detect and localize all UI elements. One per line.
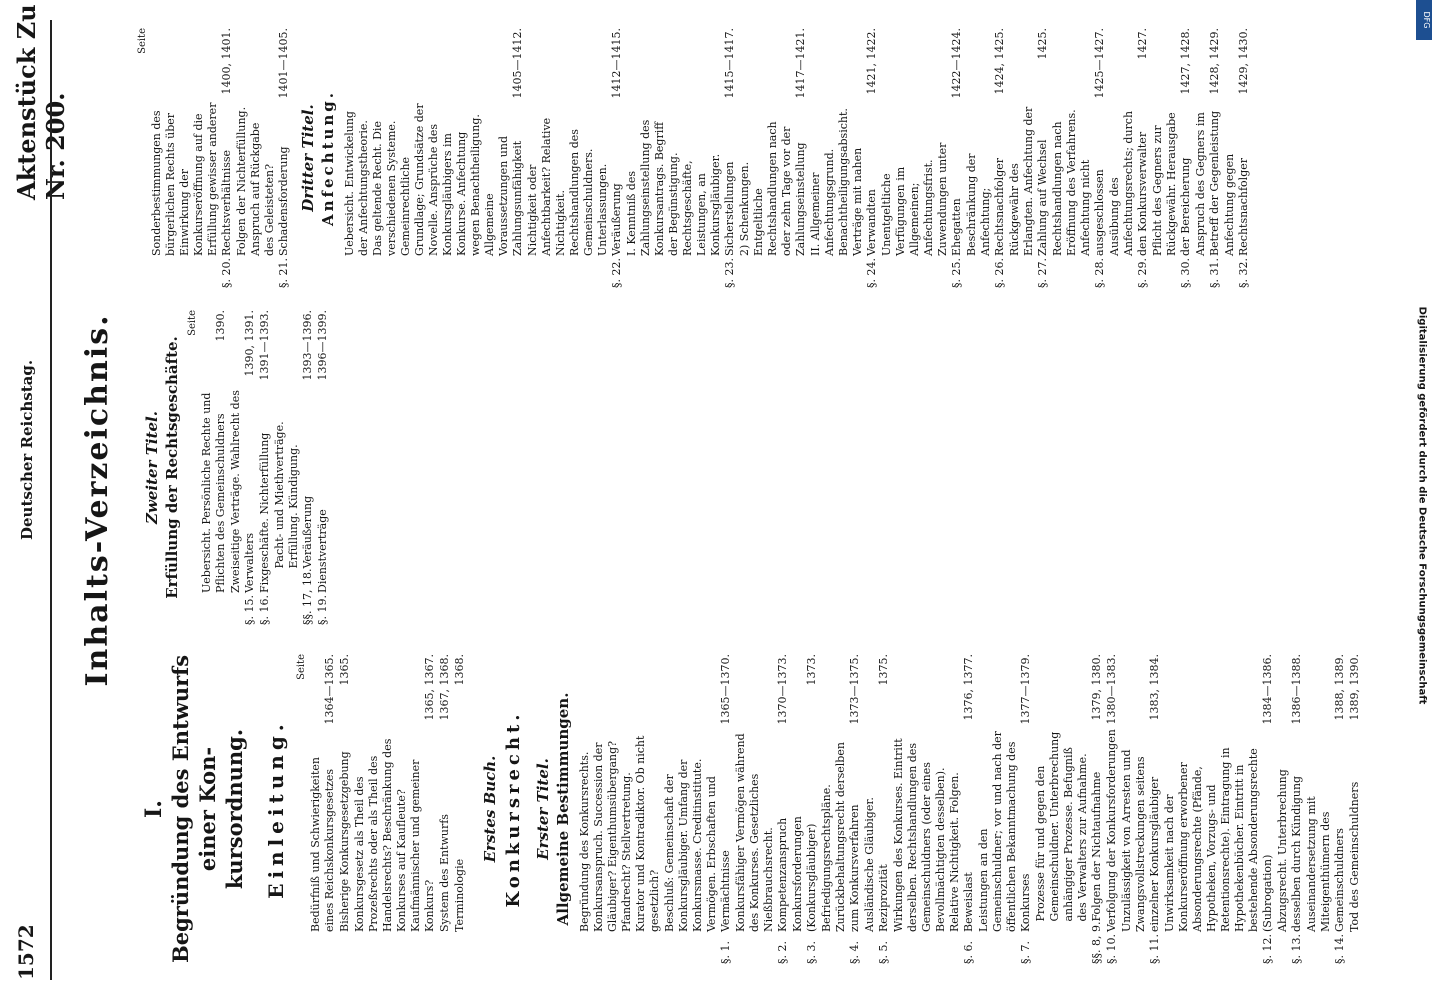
seite-label: Seite	[296, 654, 307, 680]
entry-pages: 1429, 1430.	[1237, 28, 1250, 95]
erster-titel-entry	[734, 654, 790, 964]
carryover-entry	[235, 28, 291, 288]
attachment-header: Aktenstück Zu Nr. 200.	[12, 4, 70, 200]
erster-titel-entry	[578, 654, 662, 964]
erster-titel-entry	[663, 654, 733, 964]
entry-text: Anspruch des Gegners im Betreff der Gegenleistung	[1194, 110, 1221, 256]
column-right	[135, 28, 1252, 288]
entry-paragraph-number: §. 13.	[1290, 934, 1303, 964]
seite-label-2: Seite	[187, 310, 198, 336]
entry-text: Fixgeschäfte. Nichterfüllung	[258, 432, 271, 593]
entry-pages: 1370—1373.	[776, 654, 789, 725]
entry-pages: 1365, 1367.	[423, 654, 436, 721]
entry-text: Unzulässigkeit von Arresten und Zwangsvollstreckungen seitens einzelner Konkursgläubiger	[1120, 749, 1161, 932]
entry-paragraph-number: §. 32.	[1237, 258, 1250, 288]
erster-titel-entry	[791, 654, 819, 964]
einleitung-entry	[338, 654, 352, 964]
einleitung-entry	[309, 654, 337, 964]
entry-pages: 1421, 1422.	[865, 28, 878, 95]
entry-paragraph-number: §. 19.	[316, 595, 329, 625]
entry-pages: 1380—1383.	[1105, 654, 1118, 725]
entry-paragraph-number: §. 26.	[993, 258, 1006, 288]
entry-paragraph-number: §. 21.	[277, 258, 290, 288]
erster-titel-entry	[1105, 654, 1119, 964]
zweiter-titel-entry	[200, 310, 228, 625]
zweiter-titel-entry	[316, 310, 330, 625]
entry-pages: 1383, 1384.	[1148, 654, 1161, 721]
entry-pages: 1375.	[877, 654, 890, 686]
part-number: I.	[141, 800, 167, 818]
entry-pages: 1377—1379.	[1019, 654, 1032, 725]
entry-paragraph-number: §. 1.	[719, 941, 732, 964]
entry-pages: 1364—1365.	[323, 654, 336, 725]
entry-pages: 1373.	[805, 654, 818, 686]
entry-text: Pflicht des Gegners zur Rückgewähr. Herausgabe der Bereicherung	[1151, 112, 1192, 256]
zweiter-titel-list	[200, 310, 330, 625]
svg-text:DFG: DFG	[1422, 11, 1431, 29]
column-middle	[135, 310, 331, 625]
publication-header: Deutscher Reichstag.	[18, 359, 36, 540]
dritter-titel-list	[343, 28, 1251, 288]
entry-text: Beschränkung der Anfechtung; Rechtsnachfolger	[965, 153, 1006, 256]
column-left	[135, 654, 1363, 964]
erster-titel-entry	[1120, 654, 1162, 964]
entry-pages: 1427.	[1136, 28, 1149, 60]
entry-pages: 1365.	[338, 654, 351, 686]
dritter-titel-entry	[965, 28, 1007, 288]
einleitung-entry	[438, 654, 452, 964]
title-label-dritter: Dritter Titel.	[299, 104, 317, 212]
erster-titel-entry	[977, 654, 1033, 964]
entry-text: Folgen der Nichterfüllung. Anspruch auf Rückgabe des Geleisteten? Schadensforderung	[235, 106, 290, 256]
entry-text: Rückgewähr des Erlangten. Anfechtung der Zahlung auf Wechsel	[1008, 106, 1049, 256]
entry-text: Nichtigkeit oder Anfechtbarkeit? Relative Nichtigkeit. Rechtshandlungen des Gemeinschuldners. Unterlassungen. Veräußerung	[526, 117, 623, 256]
entry-pages: 1367, 1368.	[438, 654, 451, 721]
book-label: Erstes Buch.	[481, 755, 499, 863]
entry-pages: 1417—1421.	[794, 28, 807, 99]
entry-text: II. Allgemeiner Anfechtungsgrund. Benachtheiligungsabsicht. Verträge mit nahen Verwandten	[809, 108, 878, 256]
entry-paragraph-number: §. 31.	[1208, 258, 1221, 288]
entry-paragraph-number: §. 10.	[1105, 934, 1118, 964]
entry-text: Sonderbestimmungen des bürgerlichen Rechts über Einwirkung der Konkurseröffnung auf die Erfüllung gewisser anderer Rechtsverhältnisse	[150, 102, 233, 256]
entry-pages: 1405—1412.	[511, 28, 524, 99]
entry-paragraph-number: §. 16.	[258, 595, 271, 625]
entry-text: Uebersicht. Entwickelung der Anfechtungstheorie. Das geltende Recht. Die verschiedenen Systeme. Gemeinrechtliche Grundlage; Grundsätze der Novelle. Ansprüche des Konkursgläubigers im Konkurse. Anfechtung wegen Benachtheiligung. Allgemeine Voraussetzungen und Zahlungsunfähigkeit	[343, 103, 524, 256]
title-label-zweiter: Zweiter Titel.	[143, 411, 161, 524]
header-rule	[50, 20, 52, 980]
entry-paragraph-number: §. 29.	[1136, 258, 1149, 288]
entry-text: Ausländische Gläubiger. Reziprozität	[863, 797, 890, 932]
erster-titel-list	[578, 654, 1362, 964]
entry-text: 2) Schenkungen. Entgeltliche Rechtshandlungen nach oder zehn Tage vor der Zahlungseinstellung	[738, 121, 807, 256]
entry-text: Konkursforderungen (Konkursgläubiger)	[791, 816, 818, 932]
entry-text: Verfolgung der Konkursforderungen	[1105, 729, 1118, 932]
entry-pages: 1390.	[214, 310, 227, 342]
entry-paragraph-number: §§. 17, 18.	[301, 568, 314, 625]
erster-titel-entry	[1348, 654, 1362, 964]
entry-text: Ausübung des Anfechtungsrechts; durch den Konkursverwalter	[1108, 110, 1149, 256]
entry-pages: 1400, 1401.	[220, 28, 233, 95]
title-heading-dritter: Anfechtung.	[319, 89, 337, 227]
entry-paragraph-number: §. 15.	[243, 595, 256, 625]
zweiter-titel-entry	[273, 310, 315, 625]
entry-pages: 1368.	[453, 654, 466, 686]
entry-text: Beschluß: Gemeinschaft der Konkursgläubiger. Umfang der Konkursmasse. Creditinstitute. Vermögen. Erbschaften und Vermächtnisse	[663, 758, 732, 932]
entry-paragraph-number: §. 23.	[723, 258, 736, 288]
entry-text: Abzugsrecht. Unterbrechung desselben durch Kündigung	[1276, 769, 1303, 932]
dritter-titel-entry	[526, 28, 624, 288]
dfg-logo	[1416, 0, 1432, 40]
dritter-titel-entry	[1151, 28, 1193, 288]
page-number: 1572	[14, 924, 38, 980]
dritter-titel-entry	[1008, 28, 1050, 288]
entry-pages: 1365—1370.	[719, 654, 732, 725]
entry-paragraph-number: §. 27.	[1036, 258, 1049, 288]
erster-titel-entry	[820, 654, 862, 964]
entry-pages: 1376, 1377.	[962, 654, 975, 721]
entry-paragraph-number: §. 6.	[962, 941, 975, 964]
entry-text: Konkursfähiger Vermögen während des Konkurses. Gesetzliches Nießbrauchsrecht. Kompetenzanspruch	[734, 733, 789, 932]
part-title-line-1: Begründung des Entwurfs einer Kon-	[168, 654, 220, 964]
entry-paragraph-number: §. 2.	[776, 941, 789, 964]
seite-label-3: Seite	[137, 28, 148, 54]
entry-pages: 1415—1417.	[723, 28, 736, 99]
erster-titel-entry	[1163, 654, 1275, 964]
entry-pages: 1373—1375.	[848, 654, 861, 725]
entry-paragraph-number: §. 14.	[1333, 934, 1346, 964]
erster-titel-entry	[863, 654, 891, 964]
entry-text: Anfechtung gegen Rechtsnachfolger	[1223, 153, 1250, 256]
entry-paragraph-number: §. 7.	[1019, 941, 1032, 964]
entry-paragraph-number: §. 3.	[805, 941, 818, 964]
title-label-erster: Erster Titel.	[534, 758, 552, 860]
entry-text: Konkursgesetz als Theil des Prozeßrechts oder als Theil des Handelsrechts? Beschränkung des Konkurses auf Kaufleute? Kaufmännischer und gemeiner Konkurs?	[353, 738, 436, 932]
entry-text: Tod des Gemeinschuldners	[1348, 781, 1361, 932]
entry-text: Dienstverträge	[316, 509, 329, 593]
erster-titel-entry	[1034, 654, 1104, 964]
book-title: Konkursrecht.	[503, 710, 524, 908]
entry-pages: 1425—1427.	[1093, 28, 1106, 99]
dritter-titel-entry	[880, 28, 964, 288]
entry-text: Leistungen an den Gemeinschuldner; vor und nach der öffentlichen Bekanntmachung des Konkurses	[977, 731, 1032, 932]
entry-pages: 1401—1405.	[277, 28, 290, 99]
entry-pages: 1428, 1429.	[1208, 28, 1221, 95]
erster-titel-entry	[892, 654, 976, 964]
einleitung-entry	[453, 654, 467, 964]
entry-pages: 1384—1386.	[1261, 654, 1274, 725]
erster-titel-entry	[1305, 654, 1347, 964]
zweiter-titel-entry	[229, 310, 257, 625]
entry-pages: 1422—1424.	[950, 28, 963, 99]
erster-titel-entry	[1276, 654, 1304, 964]
entry-text: Befriedigungsrechtspläne. Zurückbehaltungsrecht derselben zum Konkursverfahren	[820, 742, 861, 932]
entry-paragraph-number: §. 4.	[848, 941, 861, 964]
entry-text: Pacht- und Miethverträge. Erfüllung. Kündigung. Veräußerung	[273, 421, 314, 569]
entry-pages: 1386—1388.	[1290, 654, 1303, 725]
entry-paragraph-number: §. 5.	[877, 941, 890, 964]
entry-text: Bedürfniß und Schwierigkeiten eines Reichskonkursgesetzes	[309, 757, 336, 932]
entry-text: Auseinandersetzung mit Miteigenthümern des Gemeinschuldners	[1305, 796, 1346, 932]
dritter-titel-entry	[738, 28, 808, 288]
entry-pages: 1389, 1390.	[1348, 654, 1361, 721]
entry-text: Unwirksamkeit nach der Konkurseröffnung erworbener Absonderungsrechte (Pfände, Hypotheken, Vorzugs- und Retentionsrechte). Eintragung in Hypothekenbücher. Eintritt in bestehende Absonderungsrechte (Subrogation)	[1163, 747, 1274, 932]
dritter-titel-entry	[625, 28, 737, 288]
entry-text: Prozesse für und gegen den Gemeinschuldner. Unterbrechung anhängiger Prozesse. Befugniß des Verwalters zur Aufnahme. Folgen der Nichtaufnahme	[1034, 731, 1103, 922]
einleitung-list	[309, 654, 467, 964]
entry-text: Rechtshandlungen nach Eröffnung des Verfahrens. Anfechtung nicht ausgeschlossen	[1051, 109, 1106, 256]
carryover-entry	[150, 28, 234, 288]
entry-text: Zweiseitige Verträge. Wahlrecht des Verwalters	[229, 390, 256, 593]
entry-paragraph-number: §. 20.	[220, 258, 233, 288]
entry-paragraph-number: §. 22.	[610, 258, 623, 288]
dritter-titel-entry	[1051, 28, 1107, 288]
section-heading-einleitung: Einleitung.	[264, 719, 288, 899]
entry-pages: 1393—1396.	[301, 310, 314, 381]
title-heading-zweiter: Erfüllung der Rechtsgeschäfte.	[163, 336, 181, 599]
zweiter-titel-entry	[258, 310, 272, 625]
entry-text: Begründung des Konkursrechts. Konkursanspruch. Succession der Gläubiger? Eigenthumsübergang? Pfandrecht? Stellvertretung. Kurator und Kontradiktor. Ob nicht gesetzlich?	[578, 735, 661, 932]
dritter-titel-entry	[343, 28, 525, 288]
entry-paragraph-number: §§. 8, 9.	[1090, 921, 1103, 964]
entry-text: Bisherige Konkursgesetzgebung	[338, 751, 351, 932]
entry-paragraph-number: §. 12.	[1261, 934, 1274, 964]
dritter-titel-entry	[809, 28, 879, 288]
entry-text: Unentgeltliche Verfügungen im Allgemeinen; Anfechtungsfrist. Zuwendungen unter Ehegatten	[880, 142, 963, 256]
entry-paragraph-number: §. 24.	[865, 258, 878, 288]
dritter-titel-entry	[1194, 28, 1222, 288]
entry-paragraph-number: §. 11.	[1148, 934, 1161, 964]
entry-pages: 1427, 1428.	[1179, 28, 1192, 95]
entry-text: System des Entwurfs	[438, 814, 451, 932]
page-title: Inhalts-Verzeichnis.	[80, 313, 115, 687]
carryover-list	[150, 28, 291, 288]
entry-pages: 1379, 1380.	[1090, 654, 1103, 721]
title-heading-erster: Allgemeine Bestimmungen.	[554, 692, 572, 926]
digitization-note: Digitalisierung gefördert durch die Deutsche Forschungsgemeinschaft	[1416, 306, 1428, 705]
entry-pages: 1425.	[1036, 28, 1049, 60]
entry-paragraph-number: §. 25.	[950, 258, 963, 288]
part-title-line-2: kursordnung.	[222, 728, 247, 890]
entry-pages: 1396—1399.	[316, 310, 329, 381]
entry-pages: 1390, 1391.	[243, 310, 256, 377]
entry-text: Terminologie	[453, 858, 466, 932]
entry-paragraph-number: §. 28.	[1093, 258, 1106, 288]
entry-pages: 1388, 1389.	[1333, 654, 1346, 721]
entry-paragraph-number: §. 30.	[1179, 258, 1192, 288]
dritter-titel-entry	[1108, 28, 1150, 288]
einleitung-entry	[353, 654, 437, 964]
entry-pages: 1391—1393.	[258, 310, 271, 381]
entry-text: I. Kenntniß des Zahlungseinstellung des Konkursantrags. Begriff der Begünstigung. Rechtsgeschäfte, Leistungen, an Konkursgläubiger. Sicherstellungen	[625, 119, 736, 256]
dritter-titel-entry	[1223, 28, 1251, 288]
entry-pages: 1424, 1425.	[993, 28, 1006, 95]
entry-pages: 1412—1415.	[610, 28, 623, 99]
entry-text: Wirkungen des Konkurses. Eintritt derselben. Rechtshandlungen des Gemeinschuldners (oder eines Bevollmächtigten desselben). Relative Nichtigkeit. Folgen. Beweislast	[892, 738, 975, 932]
entry-text: Uebersicht. Persönliche Rechte und Pflichten des Gemeinschuldners	[200, 392, 227, 593]
